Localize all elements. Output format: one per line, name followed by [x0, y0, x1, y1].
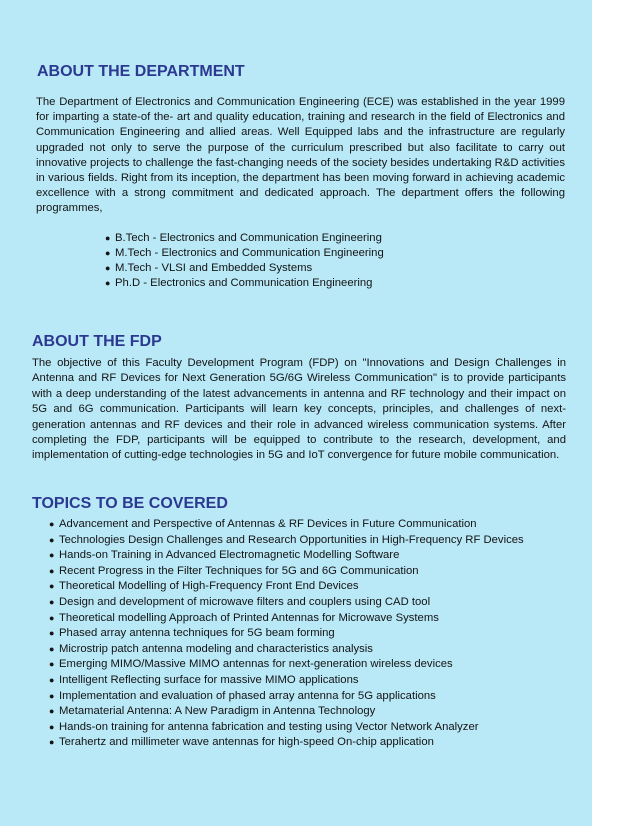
list-item — [105, 231, 384, 246]
bullet-icon: ● — [105, 248, 111, 258]
list-item — [49, 735, 524, 751]
bullet-icon: ● — [49, 659, 55, 670]
topic-label: Recent Progress in the Filter Techniques for 5G and 6G Communication — [59, 564, 419, 577]
topic-label: Theoretical modelling Approach of Printed Antennas for Microwave Systems — [59, 611, 439, 624]
list-item — [49, 517, 524, 533]
bullet-icon: ● — [49, 721, 55, 732]
programme-label: M.Tech - VLSI and Embedded Systems — [115, 262, 313, 274]
list-item — [49, 611, 524, 627]
bullet-icon: ● — [49, 534, 55, 545]
list-item — [49, 642, 524, 658]
bullet-icon: ● — [49, 612, 55, 623]
bullet-icon: ● — [49, 706, 55, 717]
topic-label: Metamaterial Antenna: A New Paradigm in Antenna Technology — [59, 705, 376, 718]
list-item — [49, 689, 524, 705]
list-item — [49, 626, 524, 642]
about-fdp-heading: ABOUT THE FDP — [32, 333, 162, 350]
list-item — [49, 579, 524, 595]
list-item — [105, 261, 384, 276]
bullet-icon: ● — [49, 643, 55, 654]
bullet-icon: ● — [49, 737, 55, 748]
bullet-icon: ● — [49, 519, 55, 529]
bullet-icon: ● — [49, 690, 55, 701]
topic-label: Design and development of microwave filters and couplers using CAD tool — [59, 595, 431, 608]
bullet-icon: ● — [49, 596, 55, 607]
about-department-text: The Department of Electronics and Communication Engineering (ECE) was established in the year 1999 for imparting a state-of the- art and quality education, training and research in the field of Electronics and Communication Engineering and allied areas. Well Equipped labs and the infrastructure are regularly upgraded not only to serve the purpose of the curriculum prescribed but also facilitate to carry out innovative projects to challenge the fast-changing needs of the society besides undertaking R&D activities in various fields. Right from its inception, the department has been moving forward in achieving academic excellence with a strong commitment and dedicated approach. The department offers the following programmes, — [36, 96, 565, 215]
bullet-icon: ● — [105, 263, 111, 273]
about-fdp-text: The objective of this Faculty Development Program (FDP) on "Innovations and Design Challenges in Antenna and RF Devices for Next Generation 5G/6G Wireless Communication" is to provide participants with a deep understanding of the latest advancements in antenna and RF technology and their impact on 5G and 6G communication. Participants will learn key concepts, principles, and challenges of next-generation antennas and RF devices and their role in advanced wireless communication systems. After completing the FDP, participants will be equipped to contribute to the research, development, and implementation of cutting-edge technologies in 5G and IoT convergence for future mobile communication. — [32, 357, 566, 462]
bullet-icon: ● — [49, 565, 55, 576]
bullet-icon: ● — [105, 278, 111, 288]
list-item — [49, 673, 524, 689]
bullet-icon: ● — [49, 628, 55, 639]
topic-label: Microstrip patch antenna modeling and characteristics analysis — [59, 642, 373, 655]
list-item — [105, 246, 384, 261]
topic-label: Technologies Design Challenges and Research Opportunities in High-Frequency RF Devices — [59, 533, 524, 546]
about-department-heading: ABOUT THE DEPARTMENT — [37, 63, 245, 80]
topics-heading: TOPICS TO BE COVERED — [32, 495, 228, 512]
programme-label: Ph.D - Electronics and Communication Engineering — [115, 277, 373, 289]
bullet-icon: ● — [49, 581, 55, 592]
topic-label: Theoretical Modelling of High-Frequency Front End Devices — [59, 580, 359, 593]
programme-label: M.Tech - Electronics and Communication Engineering — [115, 247, 384, 259]
list-item — [49, 564, 524, 580]
topics-list — [49, 517, 524, 751]
list-item — [49, 595, 524, 611]
list-item — [49, 657, 524, 673]
topic-label: Intelligent Reflecting surface for massive MIMO applications — [59, 673, 359, 686]
list-item — [49, 720, 524, 736]
list-item — [49, 548, 524, 564]
programme-label: B.Tech - Electronics and Communication Engineering — [115, 232, 382, 244]
list-item — [49, 704, 524, 720]
bullet-icon: ● — [49, 674, 55, 685]
topic-label: Terahertz and millimeter wave antennas for high-speed On-chip application — [59, 736, 434, 749]
topic-label: Hands-on training for antenna fabrication and testing using Vector Network Analyzer — [59, 720, 479, 733]
list-item — [49, 533, 524, 549]
programmes-list — [105, 231, 384, 291]
topic-label: Advancement and Perspective of Antennas & RF Devices in Future Communication — [59, 518, 477, 530]
bullet-icon: ● — [105, 233, 111, 243]
topic-label: Implementation and evaluation of phased array antenna for 5G applications — [59, 689, 436, 702]
topic-label: Emerging MIMO/Massive MIMO antennas for next-generation wireless devices — [59, 658, 453, 671]
topic-label: Hands-on Training in Advanced Electromagnetic Modelling Software — [59, 549, 400, 562]
bullet-icon: ● — [49, 550, 55, 561]
topic-label: Phased array antenna techniques for 5G beam forming — [59, 627, 335, 640]
list-item — [105, 276, 384, 291]
